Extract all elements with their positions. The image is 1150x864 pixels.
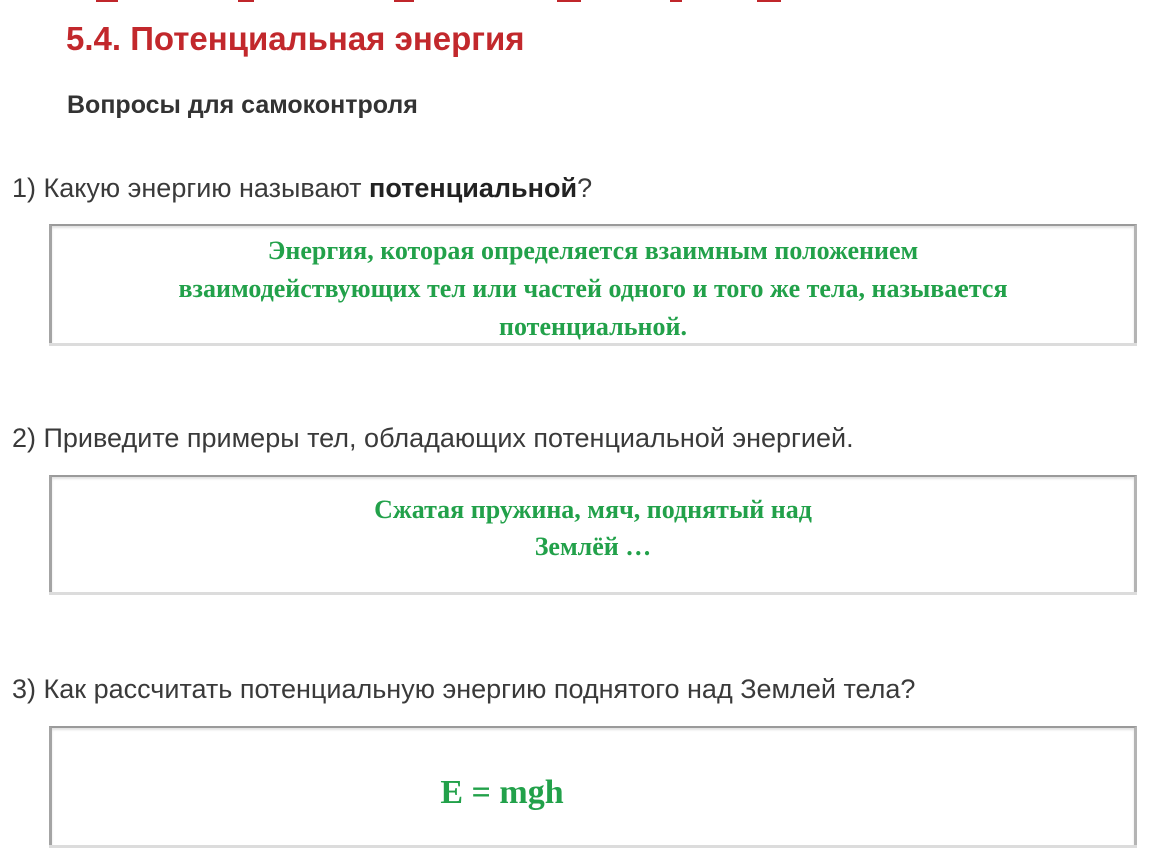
question-1-bold-term: потенциальной bbox=[369, 173, 578, 203]
question-1-suffix: ? bbox=[577, 173, 593, 203]
answer-3-formula: E = mgh bbox=[440, 774, 564, 811]
answer-1-line: взаимодействующих тел или частей одного и того же тела, называется bbox=[178, 274, 1008, 303]
answer-box-3[interactable] bbox=[49, 726, 1137, 848]
answer-2-line: Землёй … bbox=[534, 532, 652, 561]
answer-box-2[interactable] bbox=[49, 475, 1137, 595]
answer-2-line: Сжатая пружина, мяч, поднятый над bbox=[374, 495, 812, 524]
cropped-header-strip bbox=[0, 0, 1150, 12]
answer-1 bbox=[52, 232, 1134, 346]
section-title: 5.4. Потенциальная энергия bbox=[66, 20, 525, 57]
question-3: 3) Как рассчитать потенциальную энергию поднятого над Землей тела? bbox=[12, 674, 916, 704]
question-1 bbox=[12, 173, 592, 204]
question-1-text: 1) Какую энергию называют bbox=[12, 173, 370, 203]
answer-1-line: Энергия, которая определяется взаимным положением bbox=[267, 236, 919, 265]
cropped-header-fragment bbox=[96, 0, 118, 2]
answer-box-1[interactable] bbox=[49, 224, 1137, 346]
subtitle: Вопросы для самоконтроля bbox=[67, 91, 418, 119]
answer-2 bbox=[52, 491, 1134, 565]
question-2: 2) Приведите примеры тел, обладающих потенциальной энергией. bbox=[12, 423, 854, 453]
cropped-header-fragment bbox=[238, 0, 254, 2]
cropped-header-fragment bbox=[557, 0, 581, 2]
cropped-header-fragment bbox=[670, 0, 682, 2]
cropped-header-fragment bbox=[394, 0, 414, 2]
answer-1-line: потенциальной. bbox=[499, 312, 687, 341]
cropped-header-fragment bbox=[757, 0, 781, 2]
